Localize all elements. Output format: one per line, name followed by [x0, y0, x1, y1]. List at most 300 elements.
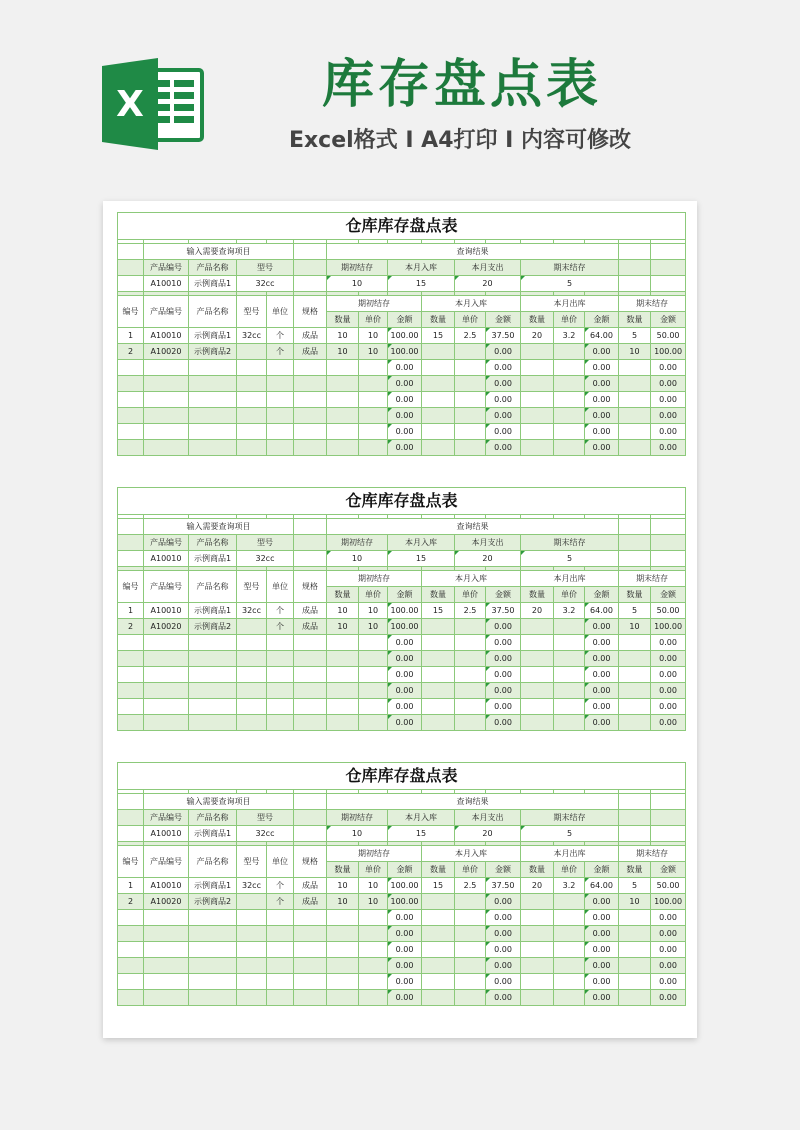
table-cell: 0.00: [388, 974, 422, 990]
query-input-product-name: 示例商品1: [189, 276, 237, 292]
table-cell: [118, 376, 144, 392]
table-cell: 0.00: [388, 926, 422, 942]
table-cell: 0.00: [486, 392, 521, 408]
table-cell: [327, 651, 359, 667]
table-cell: [327, 667, 359, 683]
table-cell: [118, 635, 144, 651]
table-cell: 15: [422, 878, 455, 894]
result-header-inbound: 本月入库: [388, 810, 455, 826]
result-header-closing: 期末结存: [521, 535, 619, 551]
table-cell: 15: [422, 328, 455, 344]
col-header-product-code: 产品编号: [144, 296, 189, 328]
table-cell: 0.00: [585, 942, 619, 958]
table-cell: [267, 360, 294, 376]
table-row: [118, 376, 686, 392]
table-cell: [237, 974, 267, 990]
table-cell: [521, 894, 554, 910]
table-cell: [422, 344, 455, 360]
table-cell: 0.00: [651, 699, 686, 715]
table-row: [118, 894, 686, 910]
table-cell: 0.00: [388, 424, 422, 440]
table-cell: [521, 619, 554, 635]
table-cell: 0.00: [486, 344, 521, 360]
table-cell: [237, 667, 267, 683]
table-cell: 0.00: [651, 392, 686, 408]
table-cell: 0.00: [651, 424, 686, 440]
table-cell: [521, 942, 554, 958]
table-cell: [189, 667, 237, 683]
table-cell: 37.50: [486, 603, 521, 619]
table-cell: 0.00: [388, 376, 422, 392]
group-header-closing: 期末结存: [619, 296, 686, 312]
table-cell: 10: [359, 878, 388, 894]
table-cell: [455, 667, 486, 683]
inventory-rows: [118, 603, 686, 731]
table-cell: 5: [619, 603, 651, 619]
table-cell: [189, 440, 237, 456]
table-cell: [619, 715, 651, 731]
table-row: [118, 699, 686, 715]
col-header-model: 型号: [237, 296, 267, 328]
table-cell: 10: [359, 603, 388, 619]
table-cell: 0.00: [388, 635, 422, 651]
table-cell: [554, 651, 585, 667]
table-cell: [521, 408, 554, 424]
table-cell: 2.5: [455, 328, 486, 344]
table-cell: [554, 408, 585, 424]
table-cell: 0.00: [585, 910, 619, 926]
sub-header-qty: 数量: [422, 587, 455, 603]
sub-header-amount: 金额: [486, 587, 521, 603]
table-cell: 0.00: [486, 910, 521, 926]
table-cell: [359, 376, 388, 392]
table-cell: [359, 926, 388, 942]
group-header-outbound: 本月出库: [521, 296, 619, 312]
table-cell: [554, 424, 585, 440]
table-cell: [144, 683, 189, 699]
table-cell: [294, 440, 327, 456]
table-cell: [521, 715, 554, 731]
table-cell: 0.00: [651, 990, 686, 1006]
table-cell: 0.00: [486, 894, 521, 910]
table-cell: 0.00: [486, 376, 521, 392]
table-cell: 0.00: [585, 667, 619, 683]
query-input-product-name: 示例商品1: [189, 551, 237, 567]
table-cell: 3.2: [554, 603, 585, 619]
table-cell: 3.2: [554, 328, 585, 344]
query-input-label: 输入需要查询项目: [144, 794, 294, 810]
table-cell: [237, 635, 267, 651]
table-cell: [619, 990, 651, 1006]
table-cell: [422, 424, 455, 440]
table-cell: 0.00: [486, 667, 521, 683]
table-cell: [554, 699, 585, 715]
sub-header-qty: 数量: [327, 587, 359, 603]
result-header-opening: 期初结存: [327, 535, 388, 551]
table-cell: [359, 974, 388, 990]
table-cell: 个: [267, 328, 294, 344]
table-cell: [267, 683, 294, 699]
table-cell: 100.00: [388, 894, 422, 910]
table-cell: 10: [359, 328, 388, 344]
table-cell: [189, 635, 237, 651]
table-cell: [521, 910, 554, 926]
table-cell: [189, 974, 237, 990]
table-cell: 5: [619, 328, 651, 344]
table-cell: [422, 619, 455, 635]
inventory-rows: [118, 328, 686, 456]
table-cell: 示例商品2: [189, 894, 237, 910]
table-cell: [619, 667, 651, 683]
table-cell: [619, 392, 651, 408]
table-cell: [144, 376, 189, 392]
table-cell: [359, 699, 388, 715]
inventory-sheet-3: [117, 762, 685, 1006]
col-header-product-name: 产品名称: [189, 571, 237, 603]
table-cell: [422, 667, 455, 683]
table-row: [118, 926, 686, 942]
table-cell: [294, 990, 327, 1006]
sheet-title: 仓库库存盘点表: [118, 213, 686, 240]
table-cell: [455, 651, 486, 667]
table-cell: 1: [118, 603, 144, 619]
result-value-opening: 10: [327, 276, 388, 292]
table-cell: [455, 683, 486, 699]
query-result-label: 查询结果: [327, 244, 619, 260]
table-cell: A10020: [144, 619, 189, 635]
table-cell: [267, 376, 294, 392]
table-cell: [118, 958, 144, 974]
col-header-spec: 规格: [294, 846, 327, 878]
table-cell: [554, 392, 585, 408]
table-cell: [327, 974, 359, 990]
table-cell: [237, 651, 267, 667]
query-input-product-code[interactable]: A10010: [144, 276, 189, 292]
table-cell: [521, 683, 554, 699]
col-header-model: 型号: [237, 846, 267, 878]
table-cell: [237, 715, 267, 731]
table-cell: [189, 958, 237, 974]
table-cell: [267, 667, 294, 683]
table-cell: 20: [521, 878, 554, 894]
table-cell: [144, 360, 189, 376]
table-cell: [521, 392, 554, 408]
result-header-outbound: 本月支出: [455, 260, 521, 276]
table-cell: 2.5: [455, 603, 486, 619]
query-input-product-code[interactable]: A10010: [144, 826, 189, 842]
table-row: [118, 619, 686, 635]
table-cell: [455, 344, 486, 360]
table-cell: [237, 619, 267, 635]
paper-sheet: [103, 201, 697, 1038]
inventory-table: [117, 212, 686, 456]
table-cell: 10: [327, 603, 359, 619]
table-cell: [422, 942, 455, 958]
table-cell: [359, 440, 388, 456]
table-cell: [521, 699, 554, 715]
table-cell: [327, 942, 359, 958]
table-cell: [144, 942, 189, 958]
table-cell: 1: [118, 328, 144, 344]
query-input-model: 32cc: [237, 276, 294, 292]
table-cell: [359, 942, 388, 958]
table-cell: 0.00: [486, 424, 521, 440]
table-cell: [267, 942, 294, 958]
table-cell: 0.00: [585, 651, 619, 667]
query-input-model: 32cc: [237, 551, 294, 567]
table-cell: [327, 683, 359, 699]
table-cell: [619, 635, 651, 651]
table-cell: 20: [521, 328, 554, 344]
sub-header-qty: 数量: [521, 587, 554, 603]
table-cell: 10: [327, 328, 359, 344]
table-cell: [521, 667, 554, 683]
table-cell: A10010: [144, 603, 189, 619]
sub-header-price: 单价: [359, 587, 388, 603]
table-cell: [521, 440, 554, 456]
table-cell: 32cc: [237, 878, 267, 894]
result-value-inbound: 15: [388, 826, 455, 842]
table-cell: [619, 942, 651, 958]
query-header-product-code: 产品编号: [144, 810, 189, 826]
table-cell: [359, 910, 388, 926]
table-row: [118, 878, 686, 894]
col-header-spec: 规格: [294, 571, 327, 603]
table-cell: [144, 440, 189, 456]
query-input-product-code[interactable]: A10010: [144, 551, 189, 567]
table-row: [118, 603, 686, 619]
table-cell: [294, 651, 327, 667]
result-value-opening: 10: [327, 826, 388, 842]
table-cell: [267, 635, 294, 651]
table-cell: [359, 715, 388, 731]
table-cell: [118, 440, 144, 456]
table-cell: 0.00: [388, 651, 422, 667]
table-row: [118, 440, 686, 456]
table-cell: 0.00: [585, 635, 619, 651]
table-cell: [237, 926, 267, 942]
table-cell: [267, 974, 294, 990]
table-cell: [619, 424, 651, 440]
table-cell: [189, 376, 237, 392]
table-cell: [237, 699, 267, 715]
table-cell: [294, 667, 327, 683]
table-cell: [144, 667, 189, 683]
table-cell: 10: [619, 344, 651, 360]
result-header-inbound: 本月入库: [388, 260, 455, 276]
table-cell: 0.00: [388, 699, 422, 715]
table-cell: 0.00: [585, 974, 619, 990]
sub-header-amount: 金额: [651, 862, 686, 878]
table-cell: [359, 958, 388, 974]
table-cell: 2: [118, 894, 144, 910]
table-cell: 示例商品1: [189, 328, 237, 344]
table-cell: [327, 376, 359, 392]
table-cell: [237, 376, 267, 392]
table-row: [118, 715, 686, 731]
table-row: [118, 910, 686, 926]
table-cell: 10: [327, 894, 359, 910]
table-cell: 0.00: [585, 990, 619, 1006]
table-cell: [455, 715, 486, 731]
result-value-outbound: 20: [455, 551, 521, 567]
table-cell: [118, 667, 144, 683]
table-cell: [294, 926, 327, 942]
inventory-sheet-2: [117, 487, 685, 731]
table-cell: [327, 958, 359, 974]
table-cell: 0.00: [651, 974, 686, 990]
table-cell: [189, 910, 237, 926]
table-cell: [554, 360, 585, 376]
sub-header-price: 单价: [455, 587, 486, 603]
sub-header-qty: 数量: [619, 312, 651, 328]
table-cell: [294, 408, 327, 424]
table-cell: [327, 360, 359, 376]
table-cell: [294, 699, 327, 715]
table-cell: [422, 699, 455, 715]
page-subtitle: Excel格式 I A4打印 I 内容可修改: [288, 128, 632, 153]
query-input-model: 32cc: [237, 826, 294, 842]
group-header-opening: 期初结存: [327, 846, 422, 862]
table-cell: 0.00: [651, 360, 686, 376]
col-header-id: 编号: [118, 846, 144, 878]
table-cell: 64.00: [585, 878, 619, 894]
table-row: [118, 360, 686, 376]
table-row: [118, 683, 686, 699]
table-cell: [554, 894, 585, 910]
table-cell: [294, 360, 327, 376]
table-cell: 0.00: [585, 619, 619, 635]
table-cell: 3.2: [554, 878, 585, 894]
table-row: [118, 392, 686, 408]
result-header-closing: 期末结存: [521, 810, 619, 826]
table-row: [118, 942, 686, 958]
table-cell: [422, 683, 455, 699]
table-cell: 个: [267, 603, 294, 619]
table-cell: 0.00: [388, 958, 422, 974]
table-cell: 0.00: [651, 910, 686, 926]
table-cell: [455, 699, 486, 715]
table-cell: [455, 990, 486, 1006]
table-cell: 50.00: [651, 328, 686, 344]
sub-header-qty: 数量: [521, 862, 554, 878]
table-cell: [359, 424, 388, 440]
logo-letter: X: [116, 84, 144, 125]
table-cell: [521, 360, 554, 376]
table-cell: [554, 715, 585, 731]
table-cell: [359, 651, 388, 667]
group-header-closing: 期末结存: [619, 571, 686, 587]
table-cell: 0.00: [388, 392, 422, 408]
table-cell: 成品: [294, 344, 327, 360]
sub-header-price: 单价: [554, 312, 585, 328]
table-cell: 10: [359, 894, 388, 910]
table-cell: [267, 910, 294, 926]
table-cell: [144, 392, 189, 408]
table-cell: 10: [327, 878, 359, 894]
table-cell: [237, 683, 267, 699]
table-row: [118, 667, 686, 683]
table-cell: [554, 942, 585, 958]
table-cell: [619, 440, 651, 456]
table-cell: 100.00: [651, 894, 686, 910]
table-cell: 0.00: [651, 926, 686, 942]
table-cell: [267, 699, 294, 715]
table-cell: 成品: [294, 603, 327, 619]
table-cell: [422, 990, 455, 1006]
sub-header-qty: 数量: [327, 312, 359, 328]
table-cell: [327, 424, 359, 440]
table-cell: 15: [422, 603, 455, 619]
query-result-label: 查询结果: [327, 519, 619, 535]
table-cell: 0.00: [585, 392, 619, 408]
table-cell: [359, 360, 388, 376]
table-cell: [294, 942, 327, 958]
table-cell: [189, 926, 237, 942]
table-cell: [118, 683, 144, 699]
table-cell: 0.00: [585, 344, 619, 360]
table-cell: [455, 974, 486, 990]
table-cell: [455, 926, 486, 942]
table-cell: [237, 958, 267, 974]
table-cell: 0.00: [388, 408, 422, 424]
result-header-opening: 期初结存: [327, 810, 388, 826]
table-cell: [554, 619, 585, 635]
table-cell: [455, 910, 486, 926]
table-cell: [422, 910, 455, 926]
table-row: [118, 344, 686, 360]
table-cell: 0.00: [486, 990, 521, 1006]
table-cell: [118, 974, 144, 990]
sub-header-amount: 金额: [651, 312, 686, 328]
sub-header-qty: 数量: [422, 862, 455, 878]
table-cell: [619, 974, 651, 990]
table-cell: [118, 942, 144, 958]
table-cell: [521, 344, 554, 360]
table-cell: 0.00: [585, 699, 619, 715]
table-cell: [619, 651, 651, 667]
table-cell: [422, 392, 455, 408]
query-input-label: 输入需要查询项目: [144, 244, 294, 260]
table-cell: [267, 424, 294, 440]
table-cell: [327, 910, 359, 926]
query-header-product-name: 产品名称: [189, 535, 237, 551]
table-cell: 个: [267, 619, 294, 635]
table-cell: [144, 408, 189, 424]
table-cell: [237, 360, 267, 376]
table-cell: [422, 635, 455, 651]
table-cell: [294, 958, 327, 974]
table-cell: 0.00: [585, 360, 619, 376]
table-cell: [144, 699, 189, 715]
sub-header-qty: 数量: [619, 587, 651, 603]
col-header-product-name: 产品名称: [189, 846, 237, 878]
table-cell: [237, 392, 267, 408]
result-value-outbound: 20: [455, 276, 521, 292]
table-cell: [144, 974, 189, 990]
table-cell: 示例商品2: [189, 344, 237, 360]
table-cell: [189, 699, 237, 715]
table-row: [118, 958, 686, 974]
table-cell: [189, 424, 237, 440]
table-cell: 0.00: [486, 360, 521, 376]
table-cell: [327, 715, 359, 731]
table-cell: [455, 942, 486, 958]
table-cell: 5: [619, 878, 651, 894]
table-cell: [294, 392, 327, 408]
table-cell: [422, 894, 455, 910]
col-header-model: 型号: [237, 571, 267, 603]
